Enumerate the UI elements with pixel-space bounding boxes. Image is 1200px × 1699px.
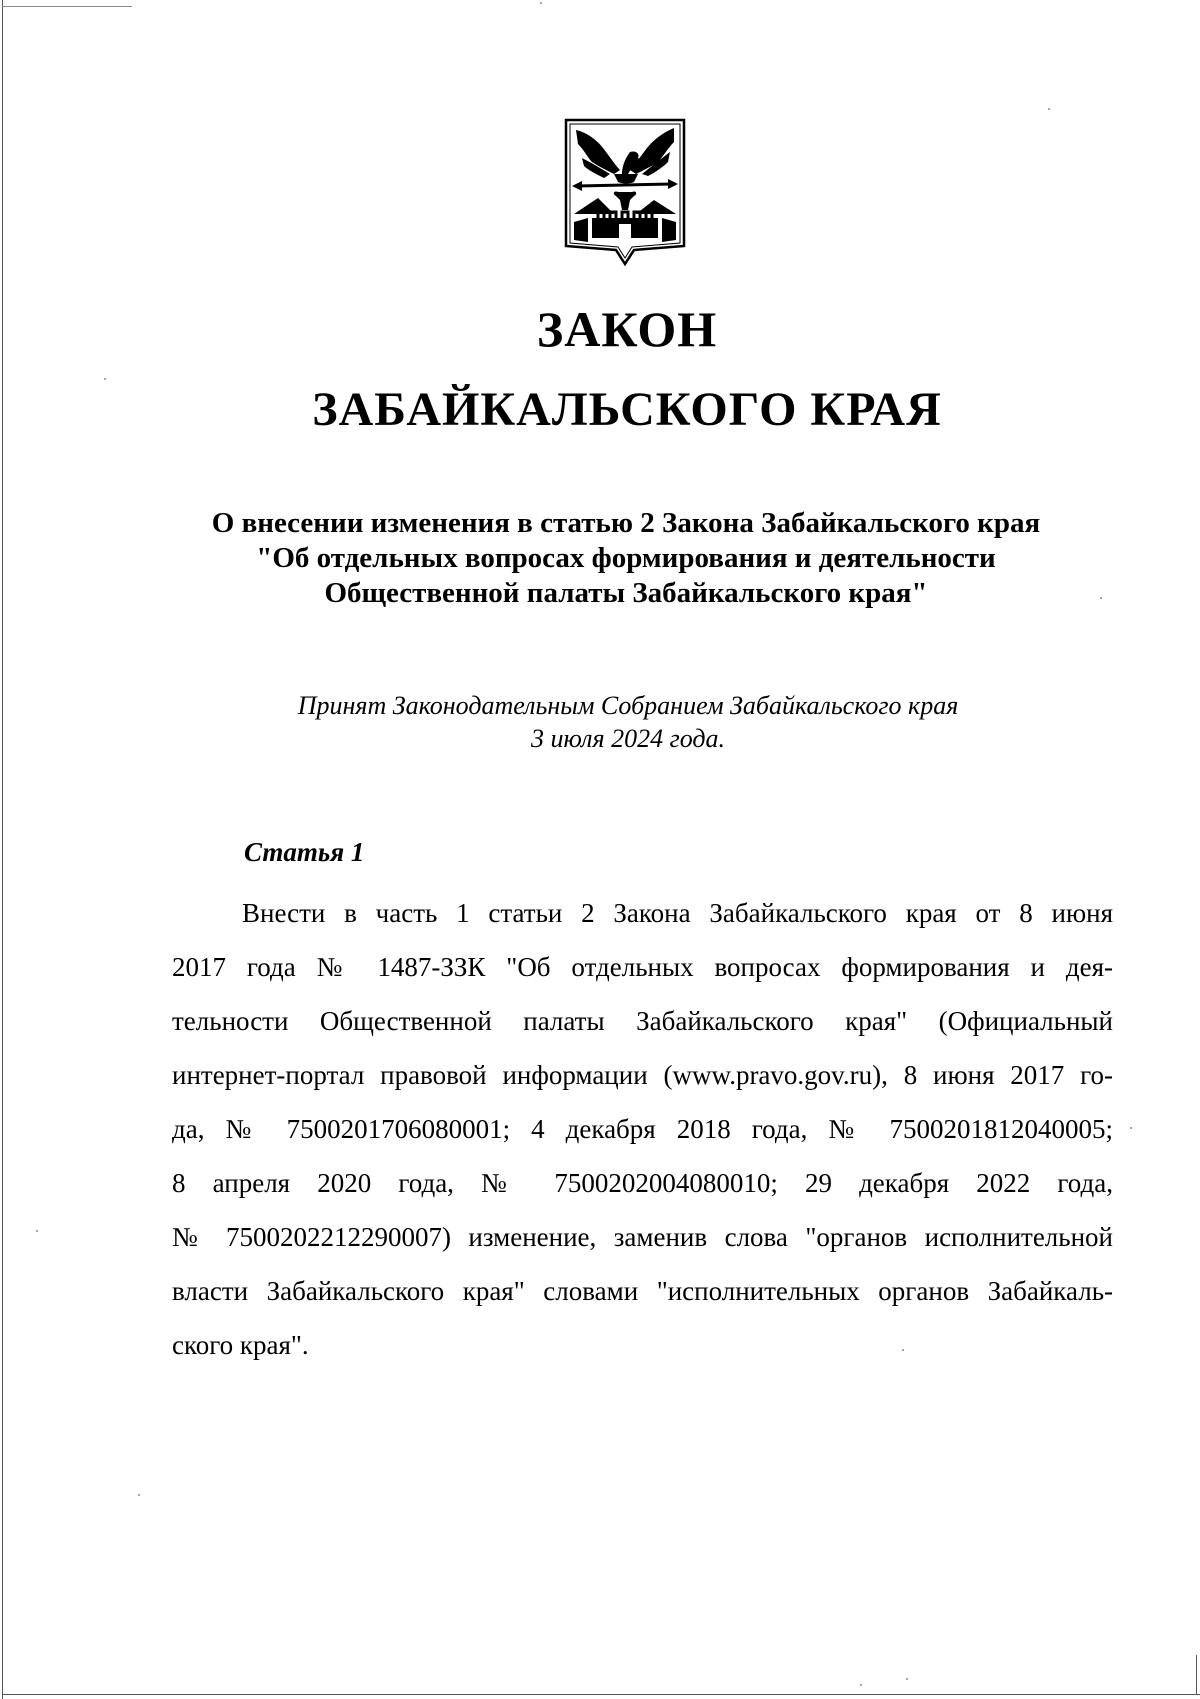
scan-border-left (2, 0, 3, 1699)
scan-speck (138, 1494, 140, 1496)
scan-speck (104, 378, 106, 380)
scan-border-top (2, 6, 132, 7)
article-text-line: да, № 7500201706080001; 4 декабря 2018 года, № 7500201812040005; (172, 1114, 1113, 1144)
law-subject (140, 506, 1112, 611)
article-body (172, 886, 1113, 1372)
document-title: ЗАКОН (536, 301, 718, 357)
article-text-line: № 7500202212290007) изменение, заменив слова "органов исполнительной (172, 1222, 1113, 1252)
coat-of-arms-icon (564, 118, 686, 266)
law-subject-line: "Об отдельных вопросах формирования и деятельности (256, 542, 996, 574)
scan-speck (860, 1684, 862, 1686)
article-text-line: 2017 года № 1487-ЗЗК "Об отдельных вопросах формирования и дея- (172, 952, 1113, 982)
document-title-region: ЗАБАЙКАЛЬСКОГО КРАЯ (312, 383, 942, 436)
article-text-line: интернет-портал правовой информации (www.pravo.gov.ru), 8 июня 2017 го- (172, 1060, 1113, 1090)
scan-speck (906, 1678, 908, 1680)
scan-border-right (1196, 1655, 1197, 1695)
adoption-date: 3 июля 2024 года. (530, 724, 726, 753)
law-subject-line: О внесении изменения в статью 2 Закона Забайкальского края (211, 507, 1041, 539)
article-text-line: ского края". (172, 1330, 309, 1360)
article-text-line: Внести в часть 1 статьи 2 Закона Забайкальского края от 8 июня (242, 898, 1113, 928)
adoption-note (260, 689, 996, 755)
adoption-note-line: Принят Законодательным Собранием Забайкальского края (297, 691, 959, 720)
scan-border-bottom (2, 1694, 1200, 1695)
scan-speck (1048, 108, 1050, 110)
scan-speck (1130, 1127, 1132, 1129)
article-text-line: тельности Общественной палаты Забайкальского края" (Официальный (172, 1006, 1113, 1036)
scan-speck (36, 1230, 38, 1232)
article-text-line: власти Забайкальского края" словами "исполнительных органов Забайкаль- (172, 1276, 1113, 1306)
scan-speck (540, 2, 542, 4)
law-subject-line: Общественной палаты Забайкальского края" (324, 577, 928, 609)
article-text-line: 8 апреля 2020 года, № 7500202004080010; 29 декабря 2022 года, (172, 1168, 1113, 1198)
article-heading: Статья 1 (244, 837, 365, 867)
